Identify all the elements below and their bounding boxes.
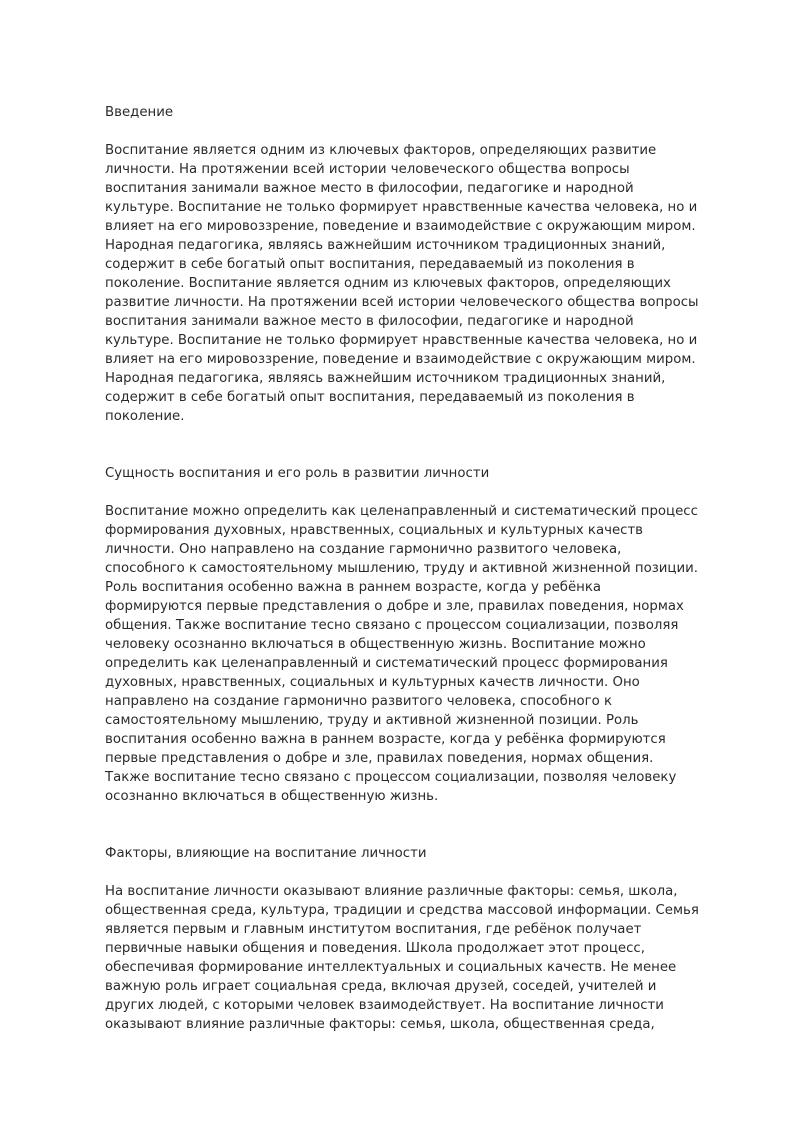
- section-paragraph-factors: На воспитание личности оказывают влияние различные факторы: семья, школа, общественная среда, культура, традиции и средства массовой информации. Семья является первым и главным институтом воспитания, где ребёнок получает первичные навыки общения и поведения. Школа продолжает этот процесс, обеспечивая формирование интеллектуальных и социальных качеств. Не менее важную роль играет социальная среда, включая друзей, соседей, учителей и других людей, с которыми человек взаимодействует. На воспитание личности оказывают влияние различные факторы: семья, школа, общественная среда,: [105, 884, 699, 1032]
- intro-paragraph: Воспитание является одним из ключевых факторов, определяющих развитие личности. На протяжении всей истории человеческого общества вопросы воспитания занимали важное место в философии, педагогике и народной культуре. Воспитание не только формирует нравственные качества человека, но и влияет на его мировоззрение, поведение и взаимодействие с окружающим миром. Народная педагогика, являясь важнейшим источником традиционных знаний, содержит в себе богатый опыт воспитания, передаваемый из поколения в поколение. Воспитание является одним из ключевых факторов, определяющих развитие личности. На протяжении всей истории человеческого общества вопросы воспитания занимали важное место в философии, педагогике и народной культуре. Воспитание не только формирует нравственные качества человека, но и влияет на его мировоззрение, поведение и взаимодействие с окружающим миром. Народная педагогика, являясь важнейшим источником традиционных знаний, содержит в себе богатый опыт воспитания, передаваемый из поколения в поколение.: [105, 143, 699, 424]
- section-spacer: [105, 426, 700, 464]
- section-heading-essence: Сущность воспитания и его роль в развитии личности: [105, 466, 490, 481]
- document-body: [105, 103, 700, 1034]
- spacer: [105, 863, 700, 882]
- spacer: [105, 483, 700, 502]
- section-spacer: [105, 806, 700, 844]
- section-paragraph-essence: Воспитание можно определить как целенаправленный и систематический процесс формирования духовных, нравственных, социальных и культурных качеств личности. Оно направлено на создание гармонично развитого человека, способного к самостоятельному мышлению, труду и активной жизненной позиции. Роль воспитания особенно важна в раннем возрасте, когда у ребёнка формируются первые представления о добре и зле, правилах поведения, нормах общения. Также воспитание тесно связано с процессом социализации, позволяя человеку осознанно включаться в общественную жизнь. Воспитание можно определить как целенаправленный и систематический процесс формирования духовных, нравственных, социальных и культурных качеств личности. Оно направлено на создание гармонично развитого человека, способного к самостоятельному мышлению, труду и активной жизненной позиции. Роль воспитания особенно важна в раннем возрасте, когда у ребёнка формируются первые представления о добре и зле, правилах поведения, нормах общения. Также воспитание тесно связано с процессом социализации, позволяя человеку осознанно включаться в общественную жизнь.: [105, 504, 698, 804]
- section-heading-factors: Факторы, влияющие на воспитание личности: [105, 846, 427, 861]
- spacer: [105, 122, 700, 141]
- document-title: Введение: [105, 105, 174, 120]
